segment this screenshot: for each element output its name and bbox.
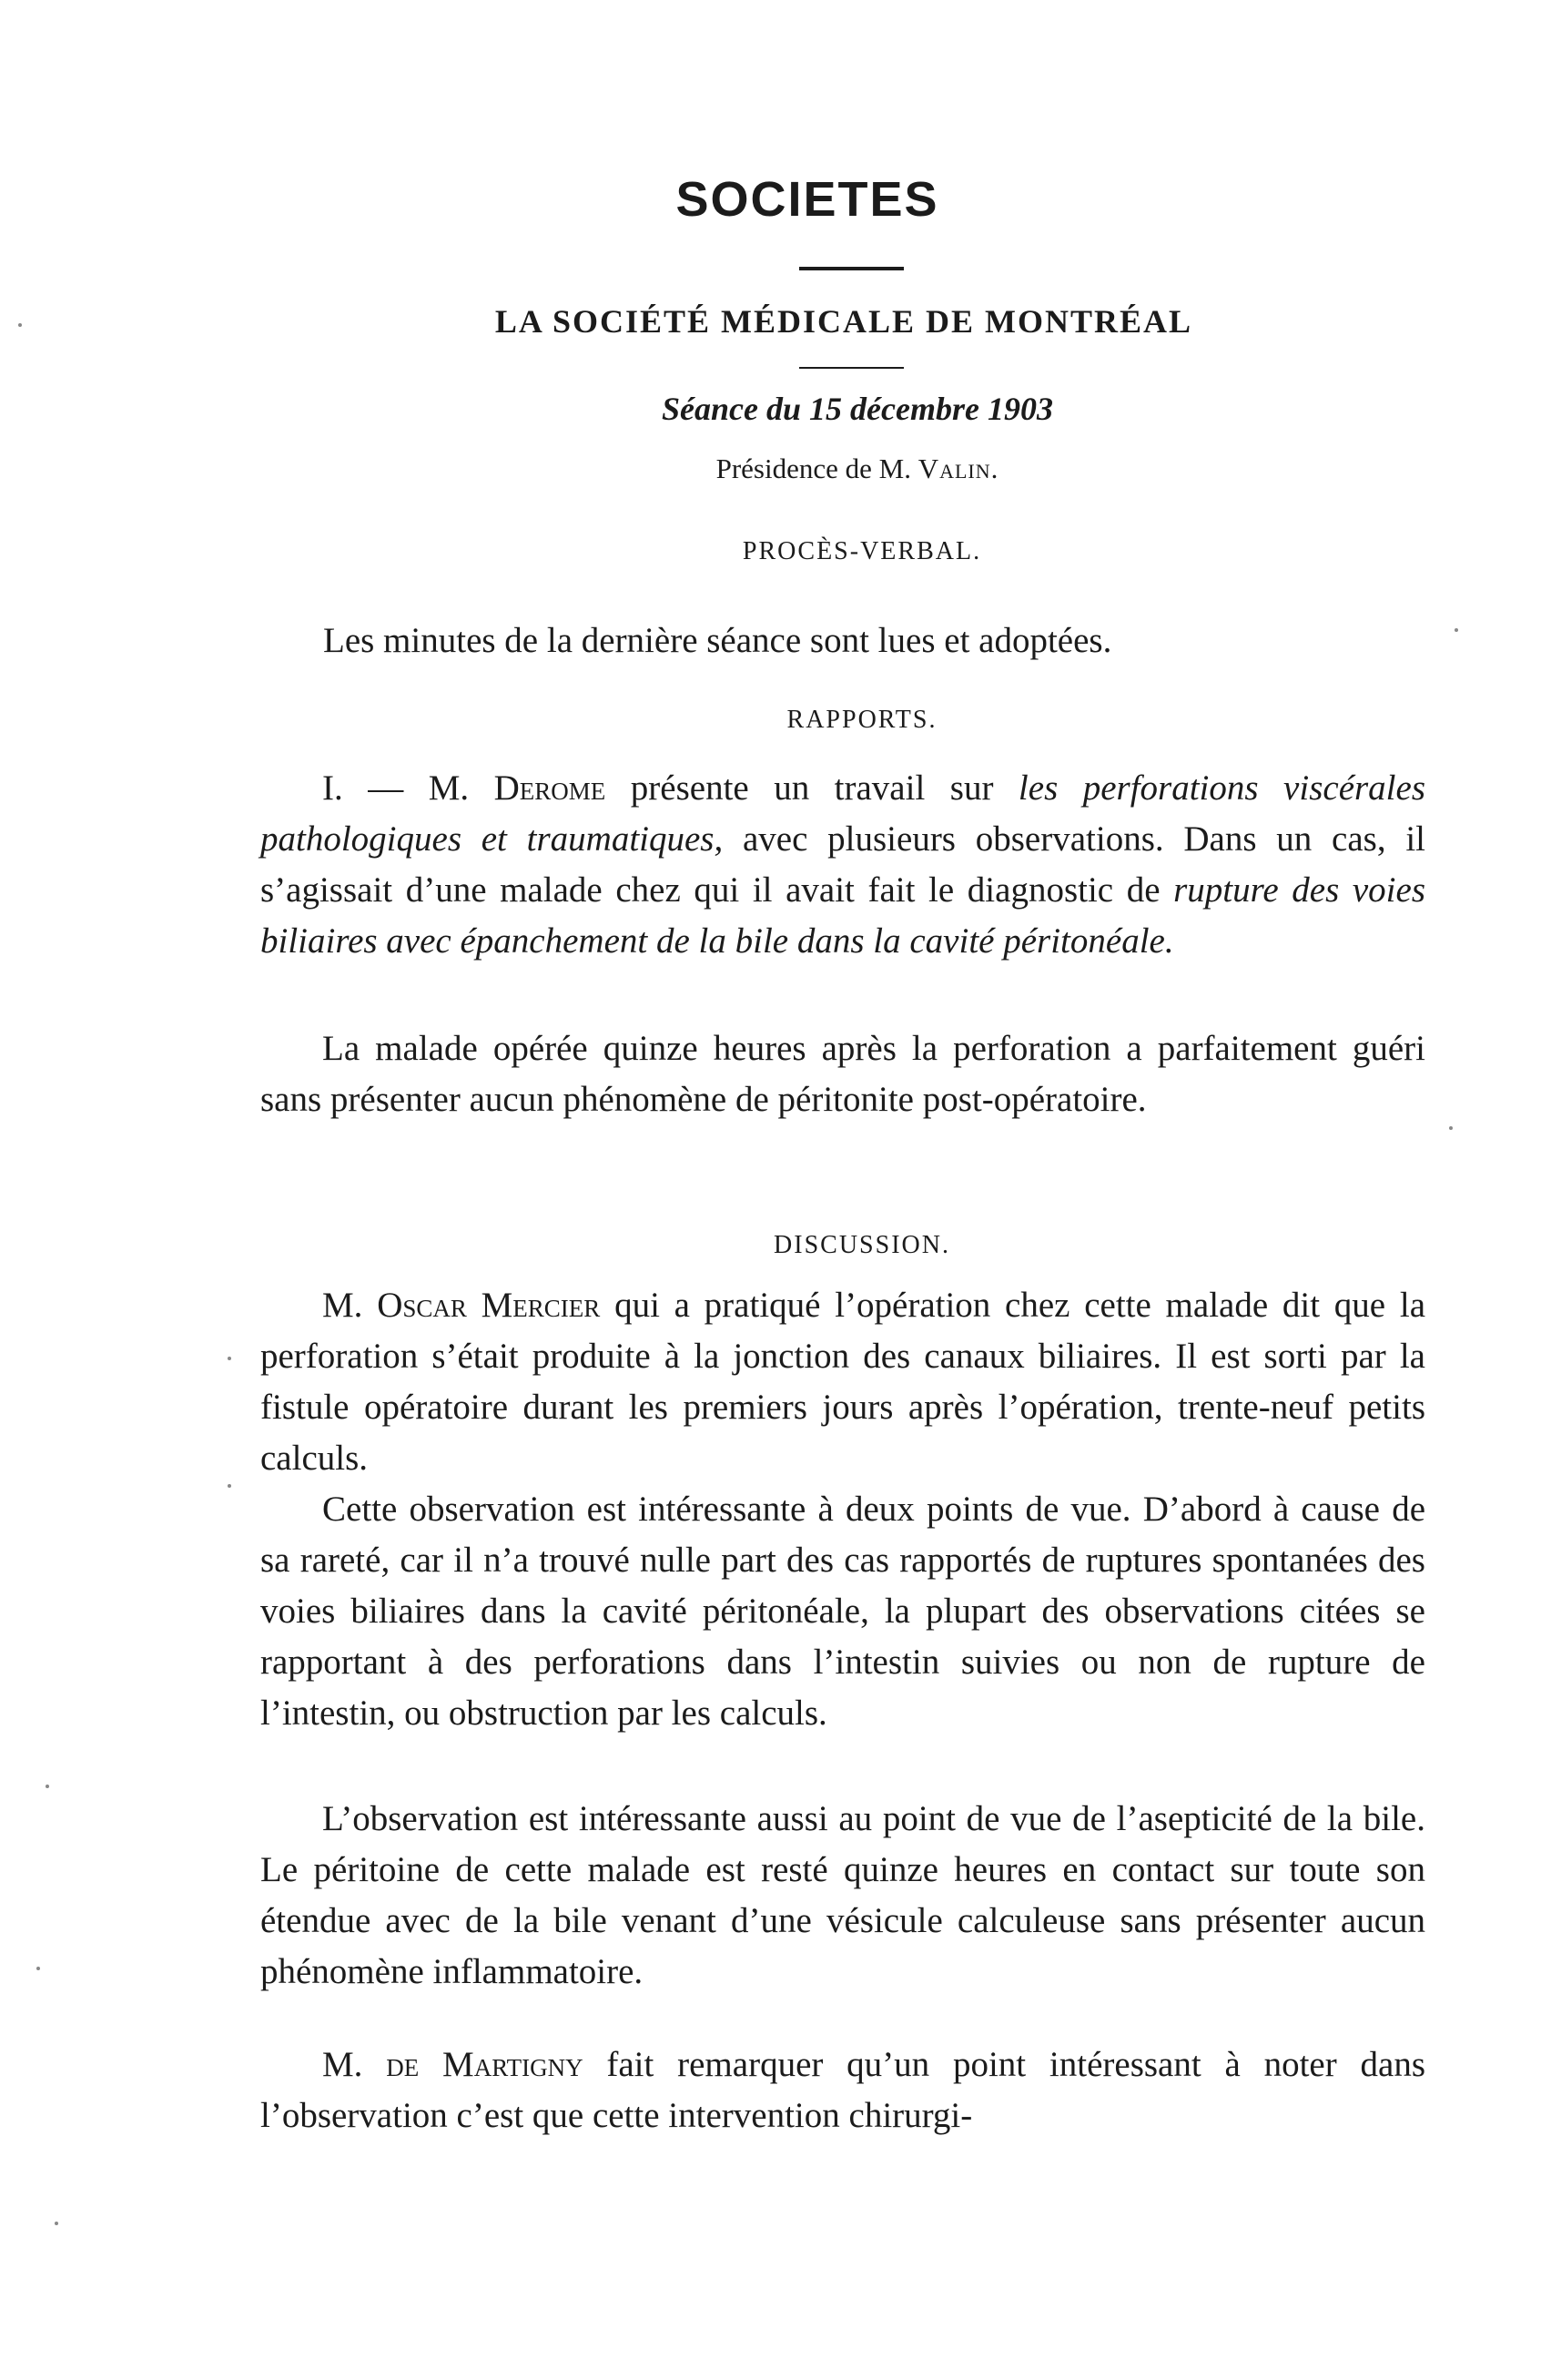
martigny-speaker: de Martigny [386,2045,583,2084]
scan-speck [36,1967,40,1970]
discussion-speaker: Oscar Mercier [377,1286,601,1325]
martigny-prefix: M. [322,2045,363,2084]
proces-verbal-heading: PROCÈS-VERBAL. [742,537,982,565]
scan-speck [55,2222,58,2225]
rapport-prefix: I. — M. [322,768,470,808]
section-title: SOCIETES [675,172,939,227]
society-name: LA SOCIÉTÉ MÉDICALE DE MONTRÉAL [494,303,1193,340]
martigny-paragraph [260,2039,1425,2141]
society-rule [799,367,904,369]
discussion-text: qui a pratiqué l’opération chez cette malade dit que la perforation s’était produite à la jonction des canaux biliaires. Il est sorti par la fistule opératoire durant les premiers jours après l’opération, trente-neuf petits calculs. [260,1286,1426,1478]
seance-date: Séance du 15 décembre 1903 [662,391,1053,427]
title-rule [799,267,904,270]
rapport-speaker: Derome [493,768,606,808]
rapport-body: avec plusieurs observations. Dans un cas, il s’agissait d’une malade chez qui il avait fait le diagnostic de [260,819,1425,910]
scan-speck [18,323,22,327]
presidence-name: Valin. [917,453,999,484]
rapport-title: les perforations viscérales pathologiques et traumatiques, [260,768,1425,859]
rapports-heading: RAPPORTS. [786,706,938,734]
discussion-paragraph [260,1280,1425,1484]
asepticity-paragraph: L’observation est intéressante aussi au point de vue de l’asepticité de la bile. Le péritoine de cette malade est resté quinze heures en contact sur toute son étendue avec de la bile venant d’une vésicule calculeuse sans présenter aucun phénomène inflammatoire. [260,1799,1425,1991]
presidence-prefix: Présidence de M. [715,453,911,484]
scan-speck [228,1484,231,1488]
minutes-paragraph: Les minutes de la dernière séance sont lues et adoptées. [323,621,1112,660]
discussion-prefix: M. [322,1286,363,1325]
presidence-line [0,453,1551,485]
rapport-verb: présente un travail sur [630,768,994,808]
malade-paragraph: La malade opérée quinze heures après la perforation a parfaitement guéri sans présenter aucun phénomène de péritonite post-opératoire. [260,1029,1425,1119]
scan-speck [1455,628,1458,632]
scan-speck [1449,1126,1453,1130]
rapport-paragraph [260,763,1425,967]
rapport-diagnosis: rupture des voies biliaires avec épanchement de la bile dans la cavité péritonéale. [260,870,1425,961]
observation-paragraph: Cette observation est intéressante à deux points de vue. D’abord à cause de sa rareté, car il n’a trouvé nulle part des cas rapportés de ruptures spontanées des voies biliaires dans la cavité péritonéale, la plupart des observations citées se rapportant à des perforations dans l’intestin suivies ou non de rupture de l’intestin, ou obstruction par les calculs. [260,1490,1425,1733]
scan-speck [46,1785,49,1788]
discussion-heading: DISCUSSION. [774,1231,950,1259]
martigny-text: fait remarquer qu’un point intéressant à noter dans l’observation c’est que cette intervention chirurgi- [260,2045,1426,2135]
scan-speck [228,1357,231,1360]
